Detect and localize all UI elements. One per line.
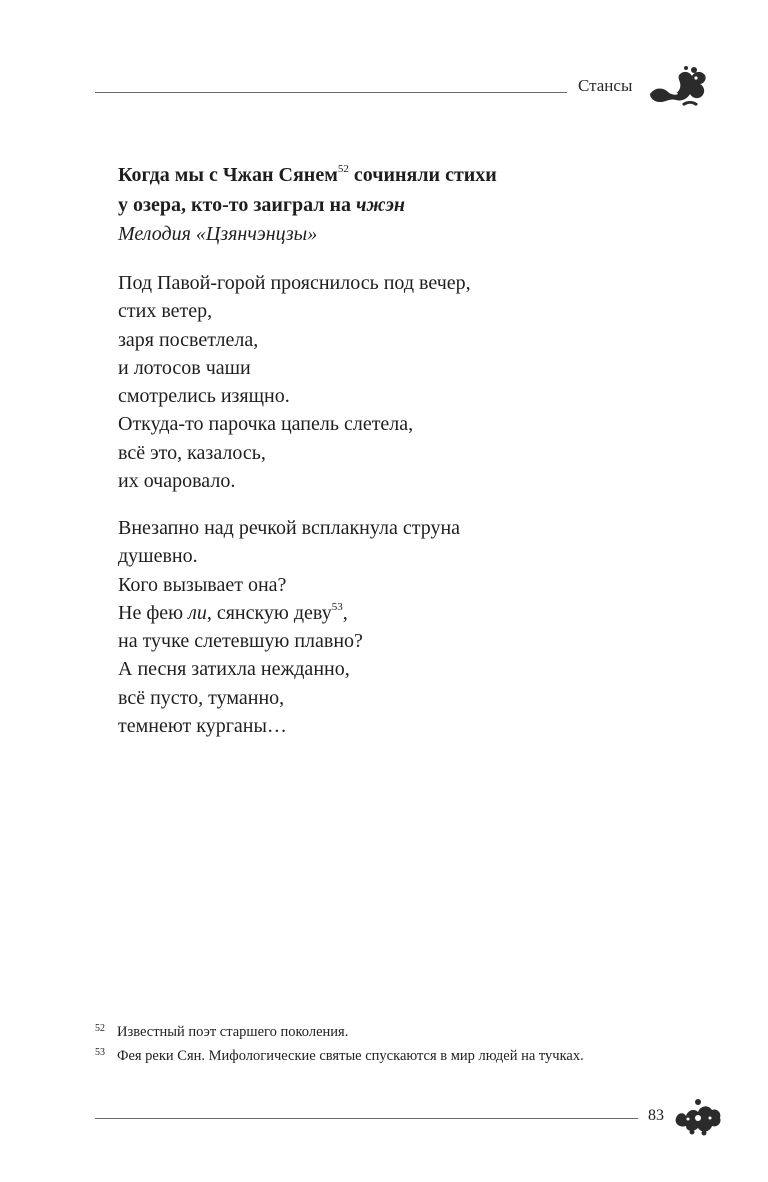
verse-line: всё пусто, туманно, [118, 686, 285, 709]
verse-line: всё это, казалось, [118, 441, 266, 464]
poem-title-text: сочиняли стихи [348, 164, 497, 186]
footnote-number: 53 [95, 1047, 105, 1058]
footnote-text: Фея реки Сян. Мифологические святые спускаются в мир людей на тучках. [117, 1048, 584, 1064]
cloud-ornament-icon [674, 1098, 722, 1136]
verse-line: Под Павой-горой прояснилось под вечер, [118, 272, 471, 294]
footnote-53 [95, 1046, 655, 1066]
verse-line: их очаровало. [118, 470, 236, 493]
verse-line: душевно. [118, 545, 198, 568]
verse-text: Не фею [118, 601, 189, 624]
footnotes [95, 1022, 655, 1070]
verse-line: и лотосов чаши [118, 356, 251, 379]
header-rule [95, 92, 567, 93]
dragon-ornament-icon [646, 64, 710, 108]
verse-line: смотрелись изящно. [118, 385, 290, 408]
verse-line: темнеют курганы… [118, 715, 287, 738]
poem-title-text: у озера, кто-то заиграл на [118, 194, 357, 216]
footnote-number: 52 [95, 1023, 105, 1034]
footer-rule [95, 1118, 638, 1119]
melody-subtitle: Мелодия «Цзянчэнцзы» [118, 223, 318, 245]
verse-line: на тучке слетевшую плавно? [118, 630, 363, 653]
poem-title-italic-term: чжэн [356, 194, 405, 216]
verse-line [118, 599, 638, 627]
footnote-52 [95, 1022, 655, 1042]
verse-text: , сянскую деву [206, 601, 332, 624]
verse-text: , [342, 601, 348, 624]
running-header-title: Стансы [578, 76, 633, 95]
stanza-2 [118, 514, 638, 740]
verse-line: заря посветлела, [118, 328, 259, 351]
poem-title-text: Когда мы с Чжан Сянем [118, 164, 338, 186]
verse-italic: ли [188, 601, 207, 624]
footnote-text: Известный поэт старшего поколения. [117, 1024, 349, 1040]
footnote-ref-52[interactable]: 52 [337, 163, 349, 175]
poem-title-line-1 [118, 160, 638, 190]
page-number: 83 [648, 1107, 664, 1124]
footnote-ref-53[interactable]: 53 [331, 600, 343, 613]
poem-title-line-2 [118, 190, 638, 220]
verse-line: стих ветер, [118, 300, 213, 323]
verse-line: Откуда-то парочка цапель слетела, [118, 413, 414, 436]
verse-line: А песня затихла нежданно, [118, 658, 350, 681]
poem-title [118, 160, 638, 220]
stanza-1 [118, 269, 638, 495]
verse-line: Внезапно над речкой всплакнула струна [118, 517, 461, 539]
verse-line: Кого вызывает она? [118, 573, 287, 596]
